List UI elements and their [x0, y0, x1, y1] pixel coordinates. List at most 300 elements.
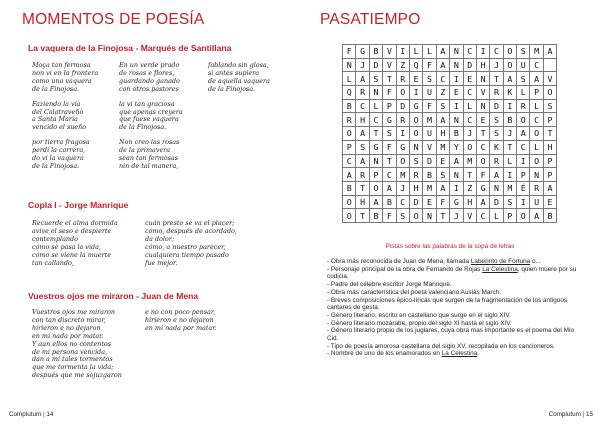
grid-cell: F — [343, 45, 356, 59]
grid-cell: B — [543, 209, 556, 223]
page-title: PASATIEMPO — [320, 11, 421, 28]
grid-cell: C — [343, 154, 356, 168]
grid-cell: L — [503, 154, 516, 168]
grid-cell: C — [396, 195, 409, 209]
grid-cell: Q — [409, 58, 422, 72]
poem-line: que apenas creyera — [119, 107, 183, 116]
grid-cell: G — [450, 195, 463, 209]
grid-cell: K — [503, 86, 516, 100]
word-search-grid — [342, 44, 557, 223]
grid-cell: B — [383, 195, 396, 209]
clue-item — [327, 289, 579, 297]
poem-line: de mi persona vencida, — [32, 347, 108, 356]
poem-line: de la primavera — [119, 146, 171, 155]
grid-cell: L — [343, 72, 356, 86]
clue-text: , quien muere por su codicia. — [327, 265, 577, 281]
grid-cell: G — [356, 45, 369, 59]
grid-cell: T — [503, 140, 516, 154]
grid-cell: O — [463, 140, 476, 154]
poem-line: Non creo las rosas — [119, 138, 180, 147]
grid-cell: R — [356, 86, 369, 100]
grid-cell: M — [396, 168, 409, 182]
poem-line: de la Finojosa. — [32, 161, 80, 170]
grid-cell: B — [503, 113, 516, 127]
poem-column — [32, 309, 145, 387]
grid-cell: H — [409, 181, 422, 195]
page-footer — [9, 411, 53, 418]
grid-cell: R — [490, 154, 503, 168]
poem-line: la vi tan graciosa — [119, 99, 175, 108]
grid-cell: O — [530, 127, 543, 141]
grid-cell: T — [463, 168, 476, 182]
grid-cell: F — [383, 209, 396, 223]
grid-cell: O — [476, 154, 489, 168]
grid-cell: M — [463, 154, 476, 168]
clue-text: - Breves composiciones épico-líricas que surgen de la fragmentación de los antiguos cantares de gesta. — [327, 296, 568, 312]
grid-cell: R — [517, 99, 530, 113]
grid-row — [343, 181, 557, 195]
grid-cell: Q — [343, 86, 356, 100]
poem-line: sean tan fermosas — [119, 154, 179, 163]
grid-cell: H — [543, 140, 556, 154]
grid-cell: N — [343, 58, 356, 72]
grid-cell: K — [490, 140, 503, 154]
page-footer — [549, 411, 593, 418]
clue-list — [327, 258, 579, 358]
poem-column — [145, 220, 265, 274]
grid-cell: N — [476, 99, 489, 113]
stanza — [32, 62, 119, 94]
grid-cell: S — [543, 99, 556, 113]
poem-copla — [32, 220, 282, 274]
grid-cell: A — [343, 168, 356, 182]
grid-cell: A — [476, 195, 489, 209]
grid-cell: G — [383, 113, 396, 127]
grid-cell: T — [543, 127, 556, 141]
grid-cell: T — [476, 127, 489, 141]
grid-cell: I — [450, 181, 463, 195]
grid-cell: O — [396, 154, 409, 168]
grid-cell: S — [490, 113, 503, 127]
grid-row — [343, 127, 557, 141]
grid-cell: O — [409, 209, 422, 223]
grid-cell: L — [517, 86, 530, 100]
grid-cell: I — [450, 99, 463, 113]
grid-cell: Z — [463, 181, 476, 195]
stanza — [119, 139, 208, 171]
grid-cell: C — [369, 113, 382, 127]
stanza — [145, 220, 265, 267]
poem-line: de rosas e flores, — [119, 68, 175, 77]
clue-item — [327, 350, 579, 358]
clue-text: . — [477, 350, 480, 358]
grid-cell: J — [450, 209, 463, 223]
grid-cell: I — [476, 45, 489, 59]
grid-cell: V — [383, 45, 396, 59]
grid-cell: T — [490, 72, 503, 86]
grid-cell: S — [490, 127, 503, 141]
grid-cell: M — [530, 45, 543, 59]
poem-line: contemplando — [32, 234, 78, 243]
grid-cell: D — [409, 195, 422, 209]
grid-cell: I — [450, 72, 463, 86]
grid-cell: M — [423, 181, 436, 195]
grid-cell: N — [450, 45, 463, 59]
grid-cell: C — [530, 58, 543, 72]
grid-cell: O — [503, 58, 516, 72]
poem-line: avive el seso e despierte — [32, 226, 112, 235]
grid-cell: A — [436, 113, 449, 127]
poem-line: dan a mi tales tormentos — [32, 355, 113, 364]
grid-row — [343, 113, 557, 127]
poem-line: cualquiera tiempo pasado — [145, 250, 229, 259]
poem-line: Y aun ellos no contentos — [32, 339, 112, 348]
grid-cell: O — [409, 113, 422, 127]
grid-cell: L — [463, 99, 476, 113]
grid-cell: O — [543, 86, 556, 100]
poem-line: do vi la vaquera — [32, 154, 84, 163]
grid-cell: H — [436, 127, 449, 141]
grid-cell: U — [530, 195, 543, 209]
grid-cell: A — [543, 45, 556, 59]
grid-cell: Y — [450, 140, 463, 154]
poem-line: de la Finojosa. — [208, 84, 256, 93]
grid-cell: A — [383, 181, 396, 195]
grid-row — [343, 58, 557, 72]
grid-cell: S — [369, 72, 382, 86]
grid-cell: A — [436, 45, 449, 59]
grid-cell: O — [517, 209, 530, 223]
grid-cell: N — [423, 209, 436, 223]
poem-line: hirieron e no dejaron — [32, 323, 101, 332]
clue-text: - Obra más característica del poeta valenciano Ausiàs March. — [327, 288, 502, 296]
grid-cell: N — [450, 58, 463, 72]
grid-cell: A — [490, 168, 503, 182]
grid-cell: J — [356, 58, 369, 72]
poem-line: del Calatraveño — [32, 107, 84, 116]
grid-cell: D — [369, 58, 382, 72]
grid-cell: H — [356, 113, 369, 127]
grid-cell: P — [543, 168, 556, 182]
poem-line: nin de tal manera, — [119, 161, 179, 170]
grid-cell: A — [356, 127, 369, 141]
grid-cell: C — [356, 99, 369, 113]
poem-line: cómo se pasa la vida, — [32, 242, 101, 251]
grid-cell: N — [476, 72, 489, 86]
grid-cell: R — [356, 168, 369, 182]
grid-cell: P — [369, 168, 382, 182]
grid-cell: P — [543, 154, 556, 168]
grid-cell: M — [423, 113, 436, 127]
poem-line: guardando ganado — [119, 76, 180, 85]
grid-cell: O — [503, 45, 516, 59]
grid-cell: C — [463, 86, 476, 100]
grid-cell: E — [476, 113, 489, 127]
grid-cell: D — [423, 154, 436, 168]
grid-cell: R — [530, 181, 543, 195]
grid-cell: T — [436, 209, 449, 223]
footer-name: Complutum — [548, 411, 581, 418]
grid-cell: N — [530, 168, 543, 182]
clue-text: - Padre del célebre escritor Jorge Manrique. — [327, 281, 452, 289]
grid-cell: C — [517, 140, 530, 154]
stanza — [119, 62, 208, 94]
poem-line: da dolor; — [145, 234, 174, 243]
grid-cell: I — [517, 195, 530, 209]
grid-cell: I — [396, 127, 409, 141]
grid-cell: A — [530, 72, 543, 86]
clue-text: - Género literario mozárabe, propio del siglo XI hasta el siglo XIV. — [327, 319, 512, 327]
poem-line: hirieron e no dejaron — [145, 315, 214, 324]
poem-line: En un verde prado — [119, 61, 180, 69]
grid-cell: I — [517, 154, 530, 168]
grid-cell: G — [476, 181, 489, 195]
poem-line: Vuestros ojos me miraron — [32, 308, 116, 316]
poem-line: en mí nada por matar. — [145, 323, 217, 332]
poem-line: con tan discreto mirar, — [32, 315, 106, 324]
grid-cell: L — [530, 99, 543, 113]
grid-cell: S — [517, 45, 530, 59]
grid-row — [343, 86, 557, 100]
grid-row — [343, 72, 557, 86]
grid-cell: N — [490, 181, 503, 195]
footer-separator: | — [582, 411, 585, 418]
grid-cell: A — [530, 209, 543, 223]
poem-line: que me tormenta la vida; — [32, 363, 114, 372]
clue-item — [327, 258, 579, 266]
grid-cell: V — [423, 140, 436, 154]
grid-cell: R — [396, 72, 409, 86]
poem-column — [145, 309, 265, 387]
grid-cell: U — [423, 86, 436, 100]
grid-cell: A — [356, 154, 369, 168]
grid-cell: M — [503, 181, 516, 195]
stanza — [32, 309, 145, 380]
grid-cell: S — [503, 195, 516, 209]
grid-cell: S — [423, 72, 436, 86]
grid-cell: B — [423, 168, 436, 182]
stanza — [32, 139, 119, 171]
poem-line: en mí nada por matar. — [32, 331, 104, 340]
grid-cell: P — [343, 140, 356, 154]
grid-row — [343, 168, 557, 182]
poem-line: a Santa María — [32, 115, 78, 124]
grid-cell: V — [463, 209, 476, 223]
stanza — [145, 309, 265, 333]
clue-text: - Tipo de poesía amorosa castellana del siglo XV, recopilada en los cancioneros. — [327, 342, 555, 350]
grid-cell: P — [517, 168, 530, 182]
grid-cell: B — [343, 99, 356, 113]
grid-cell: R — [490, 86, 503, 100]
poem-column — [119, 62, 208, 178]
grid-cell: J — [463, 127, 476, 141]
poem-column — [32, 220, 145, 274]
grid-row — [343, 45, 557, 59]
grid-cell: V — [383, 58, 396, 72]
poem-vaquera — [32, 62, 282, 178]
poem-line: Moça tan fermosa — [32, 61, 91, 69]
grid-cell: P — [530, 86, 543, 100]
grid-cell: O — [396, 86, 409, 100]
stanza — [32, 101, 119, 133]
grid-cell: E — [463, 72, 476, 86]
grid-cell: E — [543, 195, 556, 209]
page-number: 15 — [585, 411, 593, 418]
grid-cell: S — [436, 99, 449, 113]
grid-cell: Z — [396, 58, 409, 72]
grid-cell: L — [530, 140, 543, 154]
grid-cell: P — [543, 113, 556, 127]
grid-cell: S — [517, 72, 530, 86]
clue-item — [327, 266, 579, 281]
grid-cell: O — [343, 127, 356, 141]
clue-item — [327, 281, 579, 289]
grid-cell: S — [409, 154, 422, 168]
poem-title-vaquera: La vaquera de la Finojosa - Marqués de Santillana — [28, 43, 232, 53]
grid-cell: O — [530, 154, 543, 168]
grid-cell: B — [450, 127, 463, 141]
grid-cell: L — [490, 209, 503, 223]
poem-line: fablando sin glosa, — [208, 61, 269, 69]
grid-cell — [543, 58, 556, 72]
grid-cell: C — [476, 140, 489, 154]
hints-title: Pistas sobre las palabras de la sopa de letras — [385, 243, 515, 250]
clue-title-text: La Celestina — [441, 350, 478, 358]
clue-text: - Género literario, escrito en castellano que surge en el siglo XIV. — [327, 311, 511, 319]
grid-cell: P — [383, 99, 396, 113]
poem-title-copla: Copla I - Jorge Manrique — [28, 200, 129, 210]
poem-line: por tierra fragosa — [32, 138, 90, 147]
poem-line: tan callando, — [32, 258, 74, 267]
grid-cell: I — [396, 45, 409, 59]
grid-cell: L — [409, 45, 422, 59]
grid-cell: N — [369, 86, 382, 100]
grid-cell: M — [436, 140, 449, 154]
poem-column — [208, 62, 282, 178]
poem-title-mena: Vuestros ojos me miraron - Juan de Mena — [28, 291, 199, 301]
poem-column — [32, 62, 119, 178]
grid-cell: D — [490, 99, 503, 113]
page-number: 14 — [46, 411, 54, 418]
clue-item — [327, 327, 579, 342]
grid-cell: A — [356, 72, 369, 86]
grid-cell: L — [423, 45, 436, 59]
grid-row — [343, 154, 557, 168]
grid-cell: R — [343, 113, 356, 127]
poem-mena — [32, 309, 282, 387]
grid-cell: F — [423, 58, 436, 72]
poem-line: e no con poco pensar, — [145, 308, 216, 316]
grid-cell: T — [383, 154, 396, 168]
grid-cell: E — [423, 195, 436, 209]
clue-item — [327, 343, 579, 351]
grid-cell: N — [409, 140, 422, 154]
grid-row — [343, 209, 557, 223]
grid-cell: N — [450, 168, 463, 182]
grid-cell: C — [383, 168, 396, 182]
grid-cell: E — [450, 86, 463, 100]
clue-item — [327, 312, 579, 320]
grid-cell: H — [356, 195, 369, 209]
grid-cell: C — [463, 45, 476, 59]
poem-line: Faziendo la vía — [32, 99, 81, 108]
grid-cell: N — [369, 154, 382, 168]
grid-cell: T — [369, 127, 382, 141]
stanza — [32, 220, 145, 267]
clue-text: - Personaje principal de la obra de Fernando de Rojas — [327, 265, 483, 273]
grid-cell: Z — [436, 86, 449, 100]
grid-cell: A — [436, 58, 449, 72]
grid-cell: O — [409, 127, 422, 141]
grid-cell: J — [503, 127, 516, 141]
grid-row — [343, 195, 557, 209]
grid-cell: N — [450, 113, 463, 127]
grid-row — [343, 99, 557, 113]
grid-cell: E — [409, 72, 422, 86]
grid-cell: E — [436, 154, 449, 168]
poem-line: cómo, a nuestro parecer, — [145, 242, 226, 251]
grid-cell: A — [369, 195, 382, 209]
grid-row — [343, 140, 557, 154]
poem-line: non vi en la frontera — [32, 68, 99, 77]
poem-line: perdí la carrera, — [32, 146, 86, 155]
grid-cell: A — [517, 127, 530, 141]
grid-cell: T — [356, 209, 369, 223]
poem-line: cuán presto se va el placer; — [145, 219, 235, 227]
clue-title-text: La Celestina — [482, 265, 518, 273]
poem-line: Recuerde el alma dormida — [32, 219, 118, 227]
clue-text: - Obra más reconocida de Juan de Mena, llamada — [327, 258, 471, 265]
stanza — [119, 101, 208, 133]
grid-cell: A — [450, 154, 463, 168]
grid-cell: J — [490, 58, 503, 72]
grid-cell: G — [396, 140, 409, 154]
clue-item — [327, 297, 579, 312]
grid-cell: C — [476, 209, 489, 223]
grid-cell: U — [423, 127, 436, 141]
grid-cell: O — [369, 181, 382, 195]
grid-cell: B — [369, 209, 382, 223]
page-title: MOMENTOS DE POESÍA — [22, 11, 205, 28]
grid-cell: P — [503, 209, 516, 223]
clue-text: - Nombre de uno de los enamorados en — [327, 350, 442, 358]
grid-cell: F — [383, 86, 396, 100]
grid-cell: O — [517, 113, 530, 127]
poem-line: fue mejor. — [145, 258, 178, 267]
grid-cell: D — [463, 58, 476, 72]
grid-cell: F — [436, 195, 449, 209]
grid-cell: J — [396, 181, 409, 195]
grid-cell: F — [423, 99, 436, 113]
grid-cell: I — [409, 86, 422, 100]
grid-cell: O — [343, 195, 356, 209]
stanza — [208, 62, 282, 94]
grid-cell: S — [356, 140, 369, 154]
grid-cell: A — [543, 181, 556, 195]
grid-cell: S — [383, 127, 396, 141]
grid-cell: C — [490, 45, 503, 59]
poem-line: si antes supiera — [208, 68, 260, 77]
grid-cell: V — [476, 86, 489, 100]
grid-cell: R — [409, 168, 422, 182]
grid-cell: G — [409, 99, 422, 113]
grid-cell: I — [503, 99, 516, 113]
grid-cell: I — [503, 168, 516, 182]
grid-cell: S — [436, 168, 449, 182]
poem-line: de la Finojosa. — [119, 123, 167, 132]
footer-separator: | — [42, 411, 45, 418]
grid-cell: S — [396, 209, 409, 223]
